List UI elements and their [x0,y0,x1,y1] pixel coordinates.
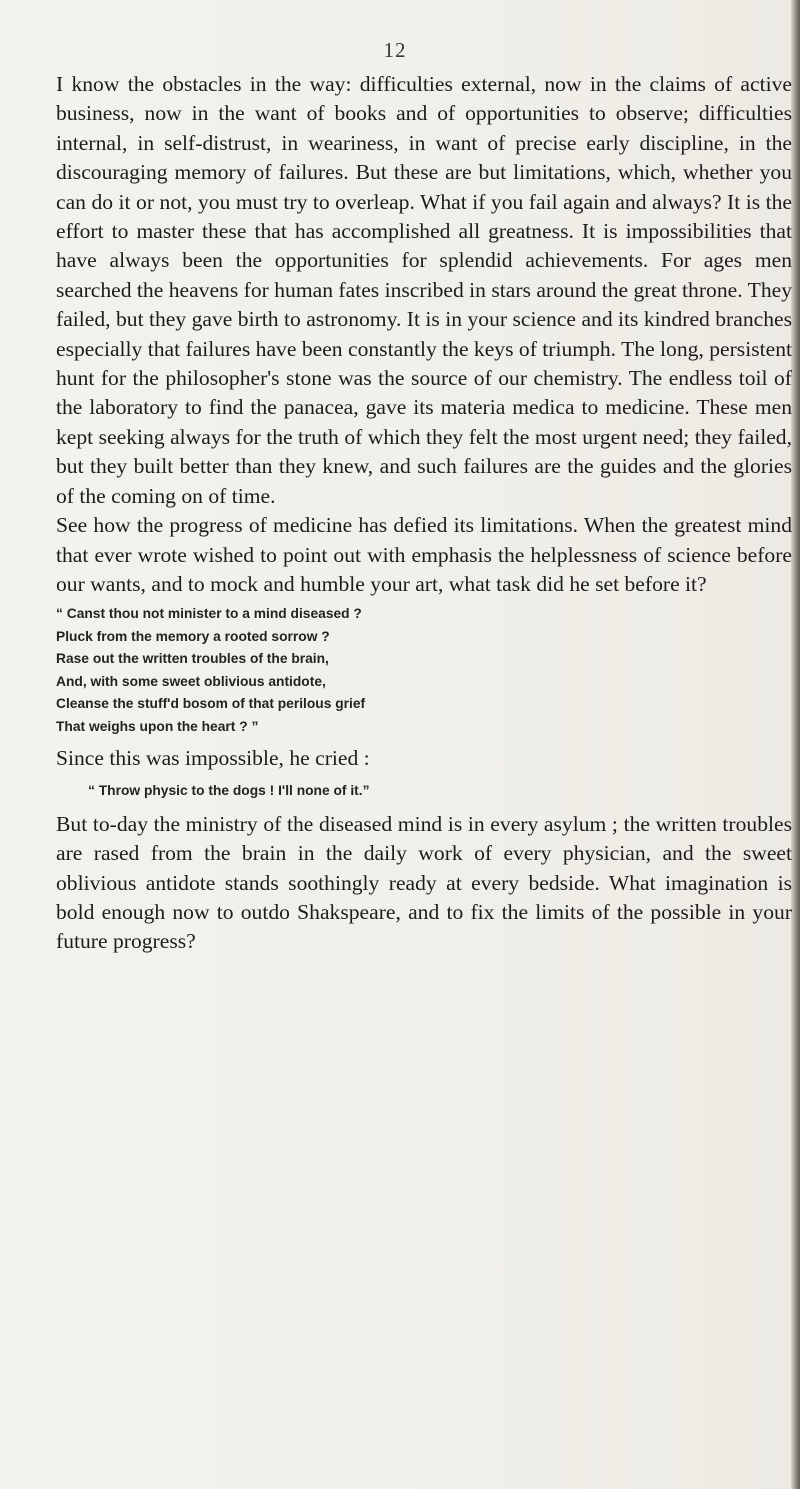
page-edge-shadow [791,0,800,1489]
shakespeare-verse [56,603,792,738]
verse-line: That weighs upon the heart ? ” [56,718,259,734]
verse-line: “ Canst thou not minister to a mind diseased ? [56,606,362,622]
paragraph-obstacles: I know the obstacles in the way: difficulties external, now in the claims of active business, now in the want of books and of opportunities to observe; difficulties internal, in self-distrust, in weariness, in want of precise early discipline, in the discouraging memory of failures. But these are but limitations, which, whether you can do it or not, you must try to overleap. What if you fail again and always? It is the effort to master these that has accomplished all greatness. It is impossibilities that have always been the opportunities for splendid achievements. For ages men searched the heavens for human fates inscribed in stars around the great throne. They failed, but they gave birth to astronomy. It is in your science and its kindred branches especially that failures have been constantly the keys of triumph. The long, persistent hunt for the philosopher's stone was the source of our chemistry. The endless toil of the laboratory to find the panacea, gave its materia medica to medicine. These men kept seeking always for the truth of which they felt the most urgent need; they failed, but they built better than they knew, and such failures are the guides and the glories of the coming on of time. [56,72,792,508]
paragraph-ministry-today: But to-day the ministry of the diseased mind is in every asylum ; the written troubles are rased from the brain in the daily work of every physician, and the sweet oblivious antidote stands soothingly ready at every bedside. What imagination is bold enough now to outdo Shakspeare, and to fix the limits of the possible in your future progress? [56,811,792,954]
page-body [56,70,792,957]
verse-line: Pluck from the memory a rooted sorrow ? [56,628,330,644]
throw-physic-quote: “ Throw physic to the dogs ! I'll none of it.” [88,782,370,798]
paragraph-impossible: Since this was impossible, he cried : [56,746,370,771]
verse-line: Rase out the written troubles of the brain, [56,651,329,667]
page-number: 12 [383,38,407,62]
verse-line: Cleanse the stuff'd bosom of that perilous grief [56,696,366,712]
verse-line: And, with some sweet oblivious antidote, [56,673,326,689]
paragraph-progress-of-medicine: See how the progress of medicine has defied its limitations. When the greatest mind that ever wrote wished to point out with emphasis the helplessness of science before our wants, and to mock and humble your art, what task did he set before it? [56,513,792,596]
